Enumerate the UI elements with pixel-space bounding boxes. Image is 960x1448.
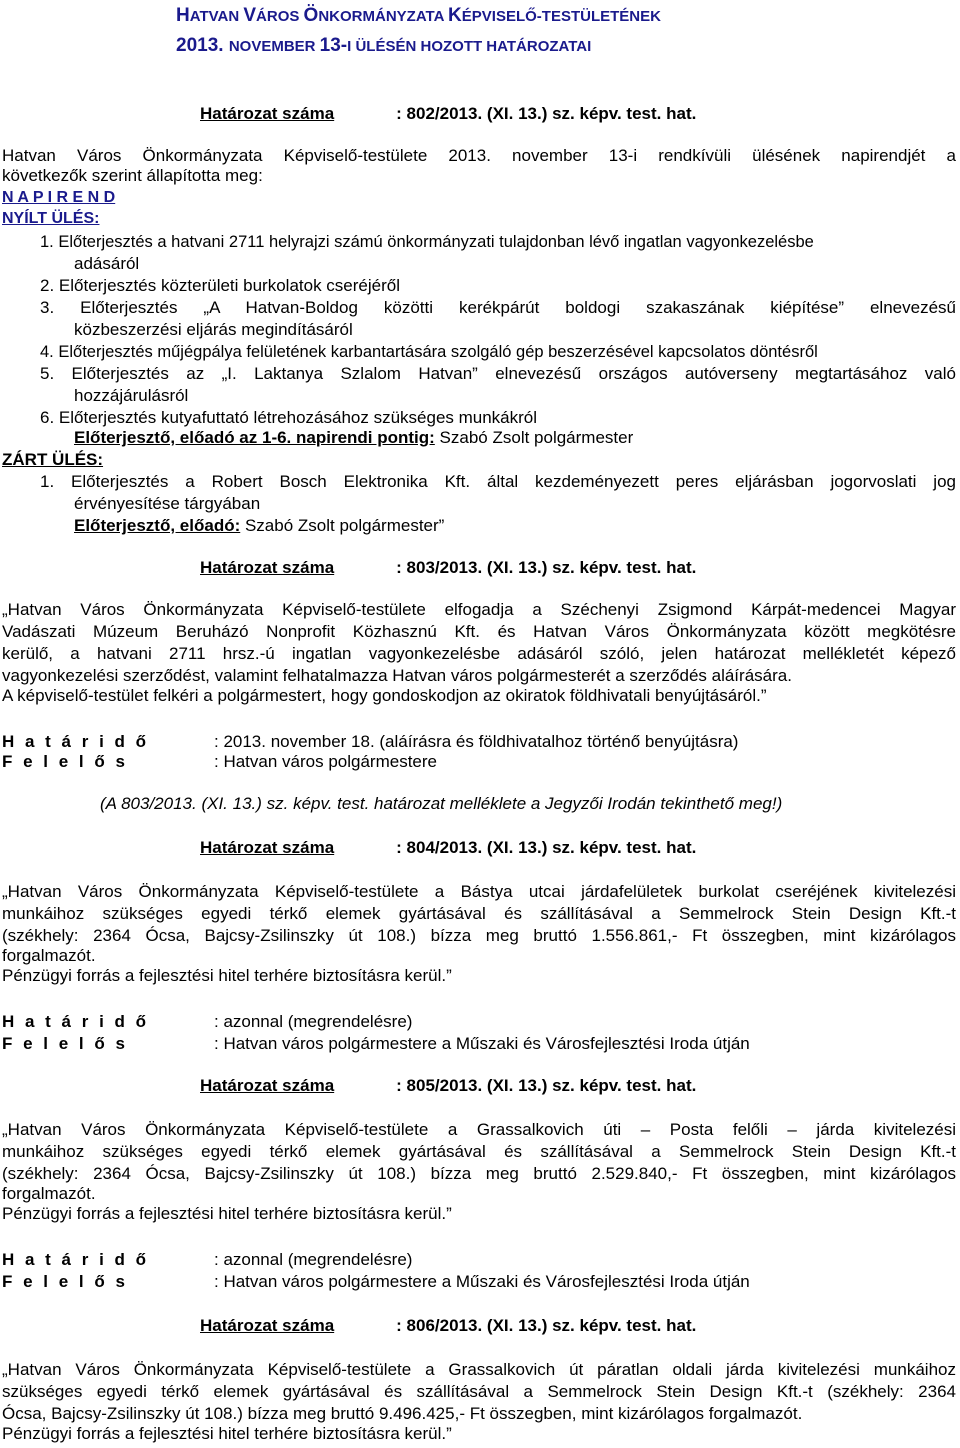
agenda-item-cont: érvényesítése tárgyában xyxy=(74,494,261,513)
paragraph-line: forgalmazót. xyxy=(2,946,96,965)
paragraph-line: A képviselő-testület felkéri a polgármestert, hogy gondoskodjon az okiratok földhivatali benyújtásáról.” xyxy=(2,686,767,705)
paragraph-line: munkáihoz szükséges egyedi térkő elemek gyártásával és szállításával a Semmelrock Stein Design Kft.-t xyxy=(2,904,956,923)
deadline-value: : azonnal (megrendelésre) xyxy=(214,1012,413,1031)
paragraph-line: vagyonkezelési szerződést, valamint felhatalmazza Hatvan város polgármesterét a szerződés aláírására. xyxy=(2,666,792,685)
paragraph-line: (székhely: 2364 Ócsa, Bajcsy-Zsilinszky út 108.) bízza meg bruttó 1.556.861,- Ft összegben, mint kizárólagos xyxy=(2,926,956,945)
paragraph-line: „Hatvan Város Önkormányzata Képviselő-testülete a Grassalkovich út páratlan oldali járda kivitelezési munkáihoz xyxy=(2,1360,956,1379)
paragraph-line: „Hatvan Város Önkormányzata Képviselő-testülete a Bástya utcai járdafelületek burkolat cseréjének kivitelezési xyxy=(2,882,956,901)
agenda-item: 2. Előterjesztés közterületi burkolatok cseréjéről xyxy=(40,276,400,295)
deadline-value: : azonnal (megrendelésre) xyxy=(214,1250,413,1269)
paragraph-line: „Hatvan Város Önkormányzata Képviselő-testülete a Grassalkovich úti – Posta felőli – járda kivitelezési xyxy=(2,1120,956,1139)
agenda-item: 1. Előterjesztés a hatvani 2711 helyrajzi számú önkormányzati tulajdonban lévő ingatlan vagyonkezelésbe xyxy=(40,233,814,251)
paragraph-line: Pénzügyi forrás a fejlesztési hitel terhére biztosításra kerül.” xyxy=(2,1204,452,1223)
resolution-number-label: Határozat száma : 802/2013. (XI. 13.) sz. képv. test. hat. xyxy=(200,104,697,123)
responsible-value: : Hatvan város polgármestere xyxy=(214,752,437,771)
paragraph-line: forgalmazót. xyxy=(2,1184,96,1203)
closed-session-heading: ZÁRT ÜLÉS: xyxy=(2,450,104,469)
agenda-item: 1. Előterjesztés a Robert Bosch Elektronika Kft. által kezdeményezett peres eljárásban jogorvoslati jog xyxy=(40,472,956,491)
agenda-heading: N A P I R E N D xyxy=(2,189,116,206)
paragraph-line: Ócsa, Bajcsy-Zsilinszky út 108.) bízza meg bruttó 9.496.425,- Ft összegben, mint kizárólagos forgalmazót. xyxy=(2,1404,803,1423)
paragraph-line: következők szerint állapította meg: xyxy=(2,166,263,185)
resolution-number-label: Határozat száma : 805/2013. (XI. 13.) sz. képv. test. hat. xyxy=(200,1076,697,1095)
paragraph-line: kerülő, a hatvani 2711 hrsz.-ú ingatlan vagyonkezelésbe adásáról szóló, jelen határozat mellékletét képező xyxy=(2,644,956,663)
deadline-value: : 2013. november 18. (aláírásra és földhivatalhoz történő benyújtásra) xyxy=(214,732,739,751)
paragraph-line: munkáihoz szükséges egyedi térkő elemek gyártásával és szállításával a Semmelrock Stein Design Kft.-t xyxy=(2,1142,956,1161)
paragraph-line: Pénzügyi forrás a fejlesztési hitel terhére biztosításra kerül.” xyxy=(2,1424,452,1443)
agenda-item: 5. Előterjesztés az „I. Laktanya Szlalom Hatvan” elnevezésű országos autóverseny megtartásához való xyxy=(40,364,956,383)
paragraph-line: (székhely: 2364 Ócsa, Bajcsy-Zsilinszky út 108.) bízza meg bruttó 2.529.840,- Ft összegben, mint kizárólagos xyxy=(2,1164,956,1183)
deadline-label: H a t á r i d ő xyxy=(2,1012,150,1031)
responsible-value: : Hatvan város polgármestere a Műszaki és Városfejlesztési Iroda útján xyxy=(214,1034,750,1053)
presenter-line: Előterjesztő, előadó: Szabó Zsolt polgármester” xyxy=(74,516,445,535)
document-title-line-1: HATVAN VÁROS ÖNKORMÁNYZATA KÉPVISELŐ-TESTÜLETÉNEK xyxy=(176,5,661,26)
open-session-heading: NYÍLT ÜLÉS: xyxy=(2,210,100,227)
responsible-label: F e l e l ő s xyxy=(2,752,128,771)
presenter-line: Előterjesztő, előadó az 1-6. napirendi pontig: Szabó Zsolt polgármester xyxy=(74,428,634,447)
deadline-label: H a t á r i d ő xyxy=(2,732,150,751)
agenda-item-cont: hozzájárulásról xyxy=(74,386,189,405)
paragraph-line: Hatvan Város Önkormányzata Képviselő-testülete 2013. november 13-i rendkívüli ülésének napirendjét a xyxy=(2,146,956,165)
paragraph-line: Pénzügyi forrás a fejlesztési hitel terhére biztosításra kerül.” xyxy=(2,966,452,985)
deadline-label: H a t á r i d ő xyxy=(2,1250,150,1269)
agenda-item-cont: adásáról xyxy=(74,254,140,273)
agenda-item: 4. Előterjesztés műjégpálya felületének karbantartására szolgáló gép beszerzésével kapcsolatos döntésről xyxy=(40,343,818,361)
resolution-number-label: Határozat száma : 803/2013. (XI. 13.) sz. képv. test. hat. xyxy=(200,558,697,577)
responsible-label: F e l e l ő s xyxy=(2,1272,128,1291)
paragraph-line: Vadászati Múzeum Beruházó Nonprofit Közhasznú Kft. és Hatvan Város Önkormányzata között megkötésre xyxy=(2,622,956,641)
resolution-number-label: Határozat száma : 806/2013. (XI. 13.) sz. képv. test. hat. xyxy=(200,1316,697,1335)
responsible-value: : Hatvan város polgármestere a Műszaki és Városfejlesztési Iroda útján xyxy=(214,1272,750,1291)
resolution-number-label: Határozat száma : 804/2013. (XI. 13.) sz. képv. test. hat. xyxy=(200,838,697,857)
agenda-item-cont: közbeszerzési eljárás megindításáról xyxy=(74,320,353,339)
agenda-item: 3. Előterjesztés „A Hatvan-Boldog közötti kerékpárút boldogi szakaszának kiépítése” elnevezésű xyxy=(40,298,956,317)
paragraph-line: szükséges egyedi térkő elemek gyártásával és szállításával a Semmelrock Stein Design Kft.-t (székhely: 2364 xyxy=(2,1382,956,1401)
attachment-note: (A 803/2013. (XI. 13.) sz. képv. test. határozat melléklete a Jegyzői Irodán tekinthető meg!) xyxy=(100,794,783,813)
document-title-line-2: 2013. NOVEMBER 13-I ÜLÉSÉN HOZOTT HATÁROZATAI xyxy=(176,35,592,56)
paragraph-line: „Hatvan Város Önkormányzata Képviselő-testülete elfogadja a Széchenyi Zsigmond Kárpát-medencei Magyar xyxy=(2,600,956,619)
responsible-label: F e l e l ő s xyxy=(2,1034,128,1053)
agenda-item: 6. Előterjesztés kutyafuttató létrehozásához szükséges munkákról xyxy=(40,408,538,427)
